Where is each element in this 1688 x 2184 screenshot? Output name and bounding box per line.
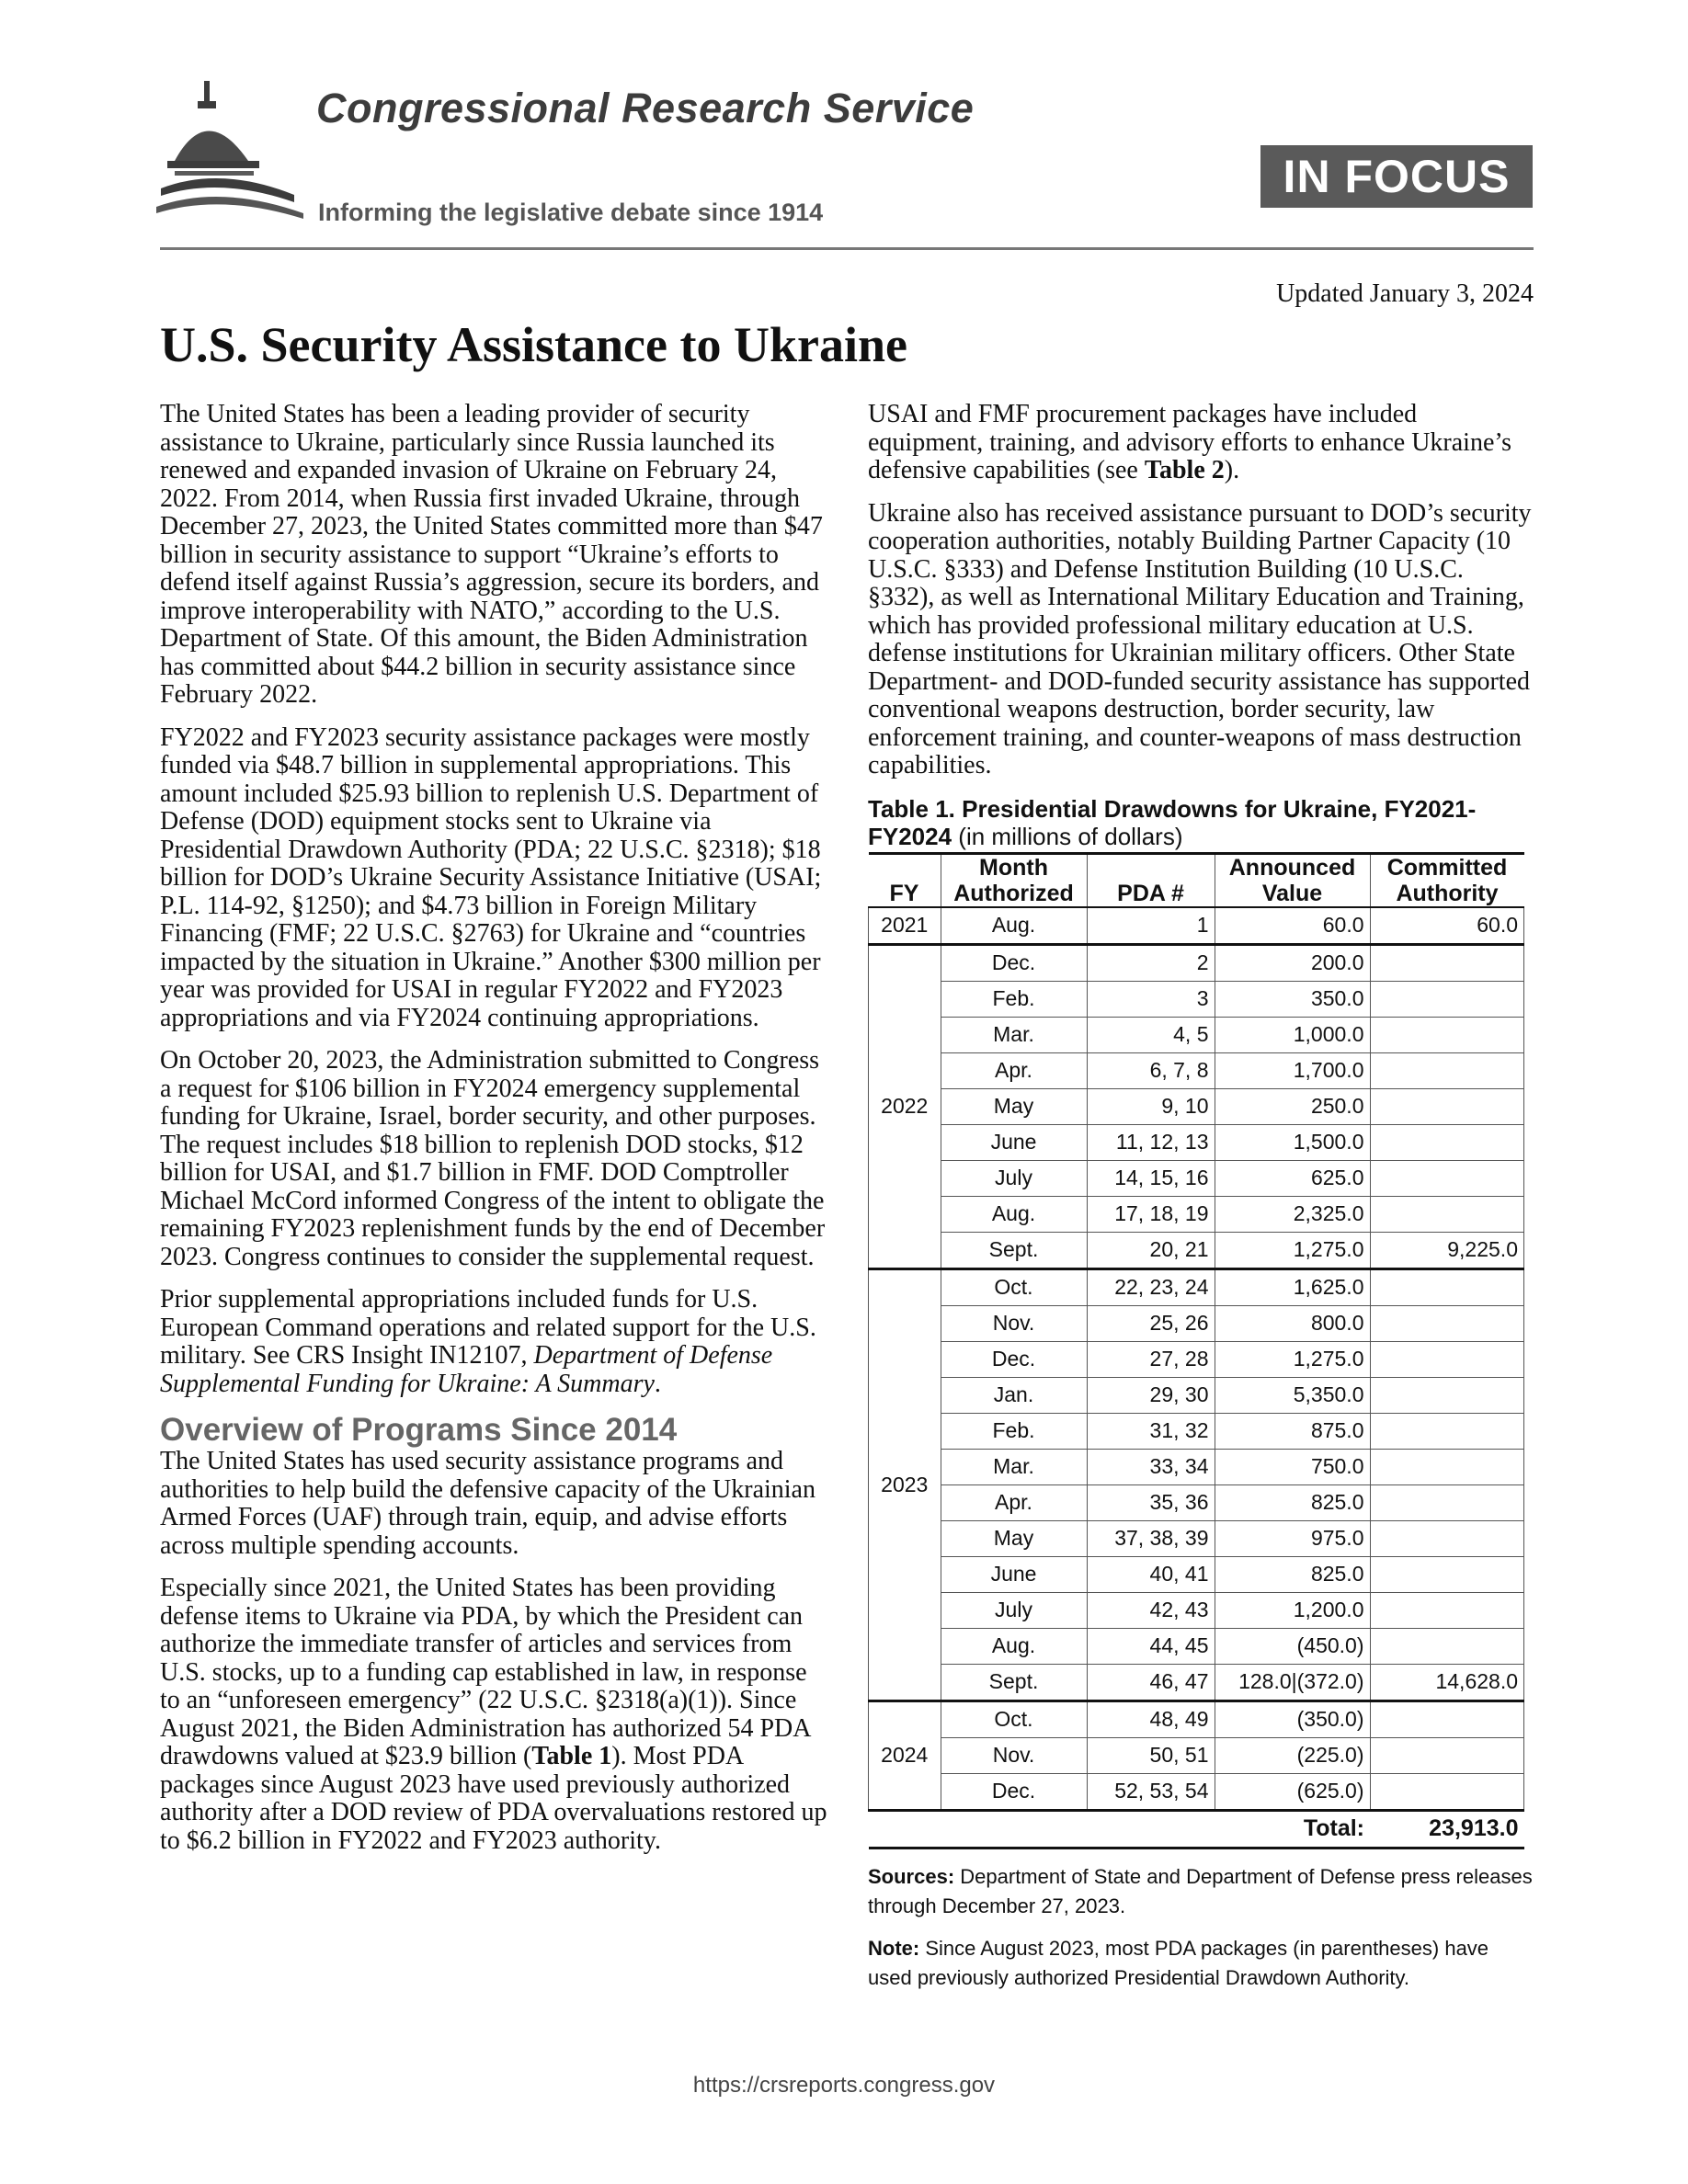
section-heading: Overview of Programs Since 2014	[160, 1412, 678, 1448]
cell-committed	[1370, 1196, 1524, 1232]
cell-pda: 40, 41	[1087, 1556, 1215, 1592]
cell-value: 350.0	[1215, 981, 1370, 1017]
cell-pda: 37, 38, 39	[1087, 1520, 1215, 1556]
cell-pda: 17, 18, 19	[1087, 1196, 1215, 1232]
page-title: U.S. Security Assistance to Ukraine	[160, 317, 907, 372]
cell-committed	[1370, 981, 1524, 1017]
header-month: Month Authorized	[941, 853, 1087, 907]
cell-fy: 2023	[869, 1268, 941, 1701]
cell-committed	[1370, 944, 1524, 981]
cell-committed	[1370, 1305, 1524, 1341]
cell-value: 2,325.0	[1215, 1196, 1370, 1232]
cell-committed	[1370, 1088, 1524, 1124]
cell-month: Nov.	[941, 1737, 1087, 1773]
cell-value: 200.0	[1215, 944, 1370, 981]
cell-month: Aug.	[941, 907, 1087, 945]
table-sources	[868, 1862, 1534, 1921]
paragraph	[160, 1286, 827, 1398]
cell-pda: 6, 7, 8	[1087, 1052, 1215, 1088]
drawdowns-table	[868, 852, 1524, 1849]
cell-month: May	[941, 1520, 1087, 1556]
cell-fy: 2021	[869, 907, 941, 945]
cell-value: 1,625.0	[1215, 1268, 1370, 1305]
cell-committed	[1370, 1556, 1524, 1592]
table-row	[869, 1160, 1524, 1196]
cell-month: Dec.	[941, 1341, 1087, 1377]
cell-pda: 48, 49	[1087, 1701, 1215, 1737]
table-row	[869, 1268, 1524, 1305]
table-header-row	[869, 853, 1524, 907]
paragraph: The United States has been a leading provider of security assistance to Ukraine, particularly since Russia launched its renewed and expanded invasion of Ukraine on February 24, 2022. From 2014, when Russia first invaded Ukraine, through December 27, 2023, the United States committed more than $47 billion in security assistance to support “Ukraine’s efforts to defend itself against Russia’s aggression, secure its borders, and improve interoperability with NATO,” according to the U.S. Department of State. Of this amount, the Biden Administration has committed about $44.2 billion in security assistance since February 2022.	[160, 400, 823, 709]
table-row	[869, 1088, 1524, 1124]
cell-pda: 3	[1087, 981, 1215, 1017]
footer-url[interactable]: https://crsreports.congress.gov	[692, 2073, 996, 2098]
cell-value: 975.0	[1215, 1520, 1370, 1556]
cell-value: 60.0	[1215, 907, 1370, 945]
cell-pda: 11, 12, 13	[1087, 1124, 1215, 1160]
table-row	[869, 1052, 1524, 1088]
table-row	[869, 1341, 1524, 1377]
paragraph-text: ).	[1224, 456, 1240, 484]
total-value: 23,913.0	[1370, 1810, 1524, 1848]
cell-committed	[1370, 1413, 1524, 1449]
cell-committed	[1370, 1124, 1524, 1160]
cell-pda: 14, 15, 16	[1087, 1160, 1215, 1196]
cell-committed	[1370, 1484, 1524, 1520]
cell-pda: 9, 10	[1087, 1088, 1215, 1124]
paragraph-text: ). Most PDA packages since August 2023 have used previously authorized authority after a DOD review of PDA overvaluations restored up to $6.2 billion in FY2022 and FY2023 authority.	[160, 1742, 827, 1855]
note-label: Note:	[868, 1936, 920, 1960]
table-row	[869, 1305, 1524, 1341]
table-row	[869, 1124, 1524, 1160]
table-row	[869, 1773, 1524, 1810]
note-text: Since August 2023, most PDA packages (in parentheses) have used previously authorized Presidential Drawdown Authority.	[868, 1936, 1489, 1989]
capitol-dome-icon	[156, 74, 303, 239]
cell-month: May	[941, 1088, 1087, 1124]
in-focus-badge: IN FOCUS	[1260, 145, 1533, 208]
paragraph: The United States has used security assistance programs and authorities to help build the defensive capacity of the Ukrainian Armed Forces (UAF) through train, equip, and advise efforts across multiple spending accounts.	[160, 1447, 815, 1560]
table-row	[869, 1737, 1524, 1773]
cell-month: Jan.	[941, 1377, 1087, 1413]
paragraph-text: Especially since 2021, the United States has been providing defense items to Ukraine via PDA, by which the President can authorize the immediate transfer of articles and services from U.S. stocks, up to a funding cap established in law, in response to an “unforeseen emergency” (22 U.S.C. §2318(a)(1)). Since August 2021, the Biden Administration has authorized 54 PDA drawdowns valued at $23.9 billion (	[160, 1574, 810, 1770]
total-label: Total:	[1215, 1810, 1370, 1848]
cell-pda: 27, 28	[1087, 1341, 1215, 1377]
cell-committed	[1370, 1377, 1524, 1413]
updated-date: Updated January 3, 2024	[1276, 279, 1534, 308]
total-spacer	[869, 1810, 1215, 1848]
paragraph: Ukraine also has received assistance pursuant to DOD’s security cooperation authorities, notably Building Partner Capacity (10 U.S.C. §333) and Defense Institution Building (10 U.S.C. §332), as well as International Military Education and Training, which has provided professional military education at U.S. defense institutions for Ukrainian military officers. Other State Department- and DOD-funded security assistance has supported conventional weapons destruction, border security, law enforcement training, and counter-weapons of mass destruction capabilities.	[868, 498, 1532, 779]
cell-month: June	[941, 1124, 1087, 1160]
cell-value: 825.0	[1215, 1556, 1370, 1592]
cell-pda: 25, 26	[1087, 1305, 1215, 1341]
cell-value: 5,350.0	[1215, 1377, 1370, 1413]
cell-value: 1,275.0	[1215, 1341, 1370, 1377]
cell-value: 800.0	[1215, 1305, 1370, 1341]
cell-pda: 33, 34	[1087, 1449, 1215, 1484]
table-row	[869, 1664, 1524, 1701]
cell-value: 1,200.0	[1215, 1592, 1370, 1628]
cell-committed: 60.0	[1370, 907, 1524, 945]
cell-pda: 31, 32	[1087, 1413, 1215, 1449]
cell-committed	[1370, 1449, 1524, 1484]
sources-text: Department of State and Department of Defense press releases through December 27, 2023.	[868, 1864, 1533, 1917]
cell-pda: 2	[1087, 944, 1215, 981]
table-row	[869, 944, 1524, 981]
cell-value: 825.0	[1215, 1484, 1370, 1520]
cell-value: (350.0)	[1215, 1701, 1370, 1737]
cell-month: Dec.	[941, 944, 1087, 981]
cell-pda: 20, 21	[1087, 1232, 1215, 1268]
cell-fy: 2024	[869, 1701, 941, 1810]
cell-committed	[1370, 1160, 1524, 1196]
table-row	[869, 907, 1524, 945]
paragraph-text: USAI and FMF procurement packages have included equipment, training, and advisory efforts to enhance Ukraine’s defensive capabilities (see	[868, 400, 1512, 484]
cell-value: 1,000.0	[1215, 1017, 1370, 1052]
cell-value: 625.0	[1215, 1160, 1370, 1196]
cell-month: Mar.	[941, 1449, 1087, 1484]
table-row	[869, 1556, 1524, 1592]
cell-committed	[1370, 1592, 1524, 1628]
cell-pda: 1	[1087, 907, 1215, 945]
cell-committed: 14,628.0	[1370, 1664, 1524, 1701]
cell-value: 875.0	[1215, 1413, 1370, 1449]
cell-committed	[1370, 1773, 1524, 1810]
table-reference: Table 1	[531, 1742, 612, 1770]
table-row	[869, 1017, 1524, 1052]
cell-pda: 42, 43	[1087, 1592, 1215, 1628]
cell-pda: 22, 23, 24	[1087, 1268, 1215, 1305]
table-row	[869, 1592, 1524, 1628]
cell-value: 1,700.0	[1215, 1052, 1370, 1088]
cell-month: Dec.	[941, 1773, 1087, 1810]
table-caption	[868, 795, 1534, 850]
cell-month: July	[941, 1592, 1087, 1628]
org-tagline: Informing the legislative debate since 1914	[318, 199, 824, 226]
cell-value: 128.0|(372.0)	[1215, 1664, 1370, 1701]
cell-pda: 50, 51	[1087, 1737, 1215, 1773]
cell-month: July	[941, 1160, 1087, 1196]
cell-month: June	[941, 1556, 1087, 1592]
table-body	[869, 907, 1524, 1848]
cell-committed	[1370, 1520, 1524, 1556]
left-column	[160, 401, 827, 1870]
cell-committed: 9,225.0	[1370, 1232, 1524, 1268]
cell-month: Aug.	[941, 1196, 1087, 1232]
cell-fy: 2022	[869, 944, 941, 1268]
cell-value: (450.0)	[1215, 1628, 1370, 1664]
cell-month: Mar.	[941, 1017, 1087, 1052]
paragraph: On October 20, 2023, the Administration submitted to Congress a request for $106 billion in FY2024 emergency supplemental funding for Ukraine, Israel, border security, and other purposes. The request includes $18 billion to replenish DOD stocks, $12 billion for USAI, and $1.7 billion in FMF. DOD Comptroller Michael McCord informed Congress of the intent to obligate the remaining FY2023 replenishment funds by the end of December 2023. Congress continues to consider the supplemental request.	[160, 1046, 826, 1271]
cell-value: (625.0)	[1215, 1773, 1370, 1810]
cell-month: Feb.	[941, 981, 1087, 1017]
table-row	[869, 1484, 1524, 1520]
table-row	[869, 1232, 1524, 1268]
total-row	[869, 1810, 1524, 1848]
cell-committed	[1370, 1341, 1524, 1377]
sources-label: Sources:	[868, 1864, 955, 1888]
cell-value: 1,500.0	[1215, 1124, 1370, 1160]
cell-value: 250.0	[1215, 1088, 1370, 1124]
header-value: Announced Value	[1215, 853, 1370, 907]
cell-pda: 52, 53, 54	[1087, 1773, 1215, 1810]
cell-committed	[1370, 1268, 1524, 1305]
cell-committed	[1370, 1017, 1524, 1052]
header-pda: PDA #	[1087, 853, 1215, 907]
table-row	[869, 1449, 1524, 1484]
cell-month: Oct.	[941, 1701, 1087, 1737]
table-row	[869, 1196, 1524, 1232]
table-caption-title: Table 1. Presidential Drawdowns for Ukraine, FY2021-FY2024	[868, 794, 1477, 850]
cell-pda: 4, 5	[1087, 1017, 1215, 1052]
cell-month: Oct.	[941, 1268, 1087, 1305]
table-row	[869, 981, 1524, 1017]
cell-month: Nov.	[941, 1305, 1087, 1341]
cell-month: Apr.	[941, 1484, 1087, 1520]
table-row	[869, 1413, 1524, 1449]
cell-month: Sept.	[941, 1232, 1087, 1268]
right-column	[868, 401, 1534, 1993]
header-fy: FY	[869, 853, 941, 907]
cell-month: Sept.	[941, 1664, 1087, 1701]
paragraph-text: Prior supplemental appropriations included funds for U.S. European Command operations and related support for the U.S. military. See CRS Insight IN12107,	[160, 1285, 816, 1370]
cell-month: Feb.	[941, 1413, 1087, 1449]
org-name: Congressional Research Service	[316, 85, 975, 131]
table-row	[869, 1377, 1524, 1413]
cell-value: 750.0	[1215, 1449, 1370, 1484]
cell-value: 1,275.0	[1215, 1232, 1370, 1268]
cell-month: Aug.	[941, 1628, 1087, 1664]
paragraph-text: .	[654, 1369, 661, 1398]
cell-pda: 44, 45	[1087, 1628, 1215, 1664]
cell-committed	[1370, 1628, 1524, 1664]
paragraph	[868, 401, 1534, 485]
cell-committed	[1370, 1737, 1524, 1773]
cell-pda: 46, 47	[1087, 1664, 1215, 1701]
table-row	[869, 1701, 1524, 1737]
cell-pda: 35, 36	[1087, 1484, 1215, 1520]
table-reference: Table 2	[1144, 456, 1225, 484]
cell-committed	[1370, 1052, 1524, 1088]
table-row	[869, 1520, 1524, 1556]
cell-committed	[1370, 1701, 1524, 1737]
paragraph: FY2022 and FY2023 security assistance packages were mostly funded via $48.7 billion in supplemental appropriations. This amount included $25.93 billion to replenish U.S. Department of Defense (DOD) equipment stocks sent to Ukraine via Presidential Drawdown Authority (PDA; 22 U.S.C. §2318); $18 billion for DOD’s Ukraine Security Assistance Initiative (USAI; P.L. 114-92, §1250); and $4.73 billion in Foreign Military Financing (FMF; 22 U.S.C. §2763) for Ukraine and “countries impacted by the situation in Ukraine.” Another $300 million per year was provided for USAI in regular FY2022 and FY2023 appropriations and via FY2024 continuing appropriations.	[160, 722, 822, 1032]
header-rule	[160, 247, 1534, 250]
table-note	[868, 1934, 1534, 1993]
table-row	[869, 1628, 1524, 1664]
report-title: Department of Defense Supplemental Funding for Ukraine: A Summary	[160, 1341, 773, 1398]
cell-pda: 29, 30	[1087, 1377, 1215, 1413]
table-caption-units: (in millions of dollars)	[952, 822, 1183, 850]
cell-value: (225.0)	[1215, 1737, 1370, 1773]
header-committed: Committed Authority	[1370, 853, 1524, 907]
cell-month: Apr.	[941, 1052, 1087, 1088]
paragraph	[160, 1575, 827, 1855]
